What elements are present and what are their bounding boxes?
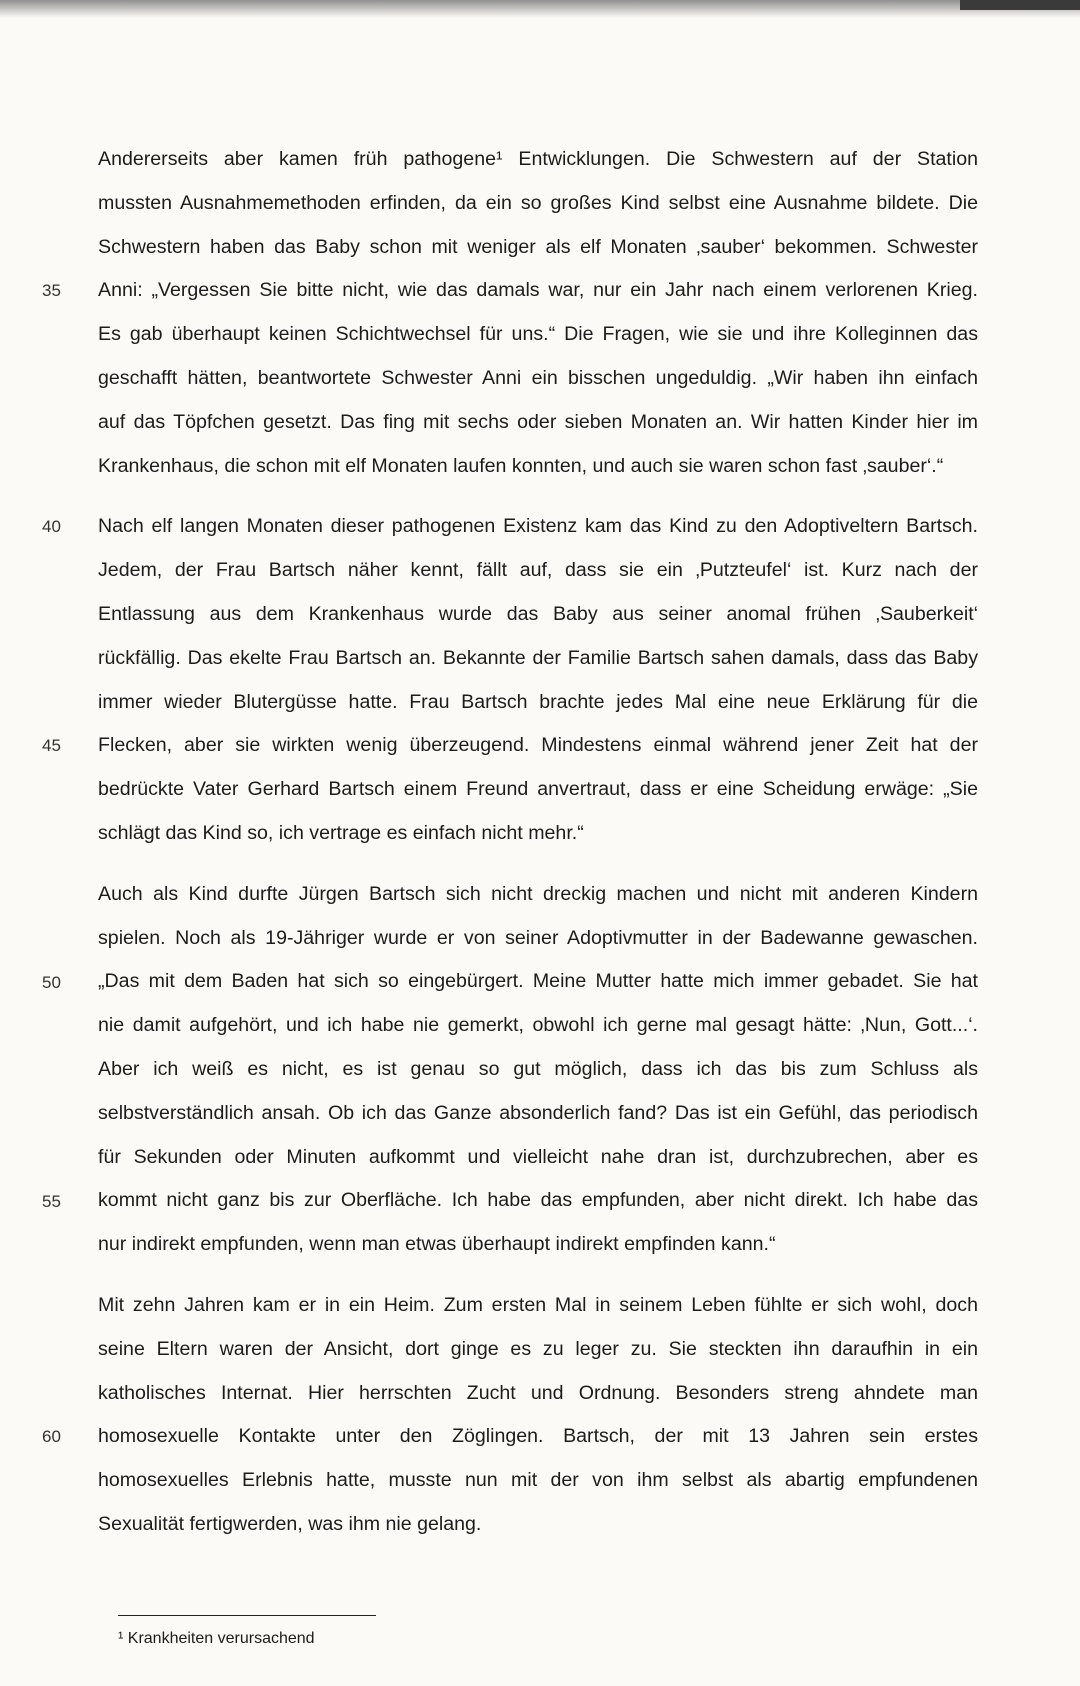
- line-number-50: 50: [42, 972, 61, 992]
- text-line: für Sekunden oder Minuten aufkommt und vielleicht nahe dran ist, durchzubrechen, aber es: [98, 1145, 978, 1168]
- text-line: Schwestern haben das Baby schon mit weniger als elf Monaten ‚sauber‘ bekommen. Schwester: [98, 235, 978, 258]
- text-line: Andererseits aber kamen früh pathogene¹ Entwicklungen. Die Schwestern auf der Station: [98, 148, 978, 170]
- text-line: Anni: „Vergessen Sie bitte nicht, wie das damals war, nur ein Jahr nach einem verlorenen Krieg.: [98, 279, 978, 302]
- text-line: auf das Töpfchen gesetzt. Das fing mit sechs oder sieben Monaten an. Wir hatten Kinder hier im: [98, 410, 978, 433]
- page-corner-shadow: [960, 0, 1080, 10]
- text-line: katholisches Internat. Hier herrschten Zucht und Ordnung. Besonders streng ahndete man: [98, 1381, 978, 1404]
- text-line: Flecken, aber sie wirkten wenig überzeugend. Mindestens einmal während jener Zeit hat der: [98, 734, 978, 757]
- text-line: homosexuelles Erlebnis hatte, musste nun mit der von ihm selbst als abartig empfundenen: [98, 1469, 978, 1492]
- text-line: homosexuelle Kontakte unter den Zöglingen. Bartsch, der mit 13 Jahren sein erstes: [98, 1425, 978, 1448]
- footnote: ¹ Krankheiten verursachend: [118, 1630, 315, 1647]
- text-line: Sexualität fertigwerden, was ihm nie gelang.: [98, 1512, 482, 1535]
- document-body: [42, 138, 978, 1564]
- line-number-40: 40: [42, 517, 61, 537]
- line-number-45: 45: [42, 736, 61, 756]
- paragraph-3: [42, 873, 978, 1267]
- line-number-60: 60: [42, 1426, 61, 1446]
- text-line: rückfällig. Das ekelte Frau Bartsch an. Bekannte der Familie Bartsch sahen damals, dass das Baby: [98, 646, 978, 669]
- text-line: Mit zehn Jahren kam er in ein Heim. Zum ersten Mal in seinem Leben fühlte er sich wohl, doch: [98, 1293, 978, 1316]
- text-line: mussten Ausnahmemethoden erfinden, da ein so großes Kind selbst eine Ausnahme bildete. Die: [98, 191, 978, 214]
- text-line: schlägt das Kind so, ich vertrage es einfach nicht mehr.“: [98, 821, 584, 844]
- text-line: seine Eltern waren der Ansicht, dort ginge es zu leger zu. Sie steckten ihn daraufhin in ein: [98, 1337, 978, 1360]
- text-line: bedrückte Vater Gerhard Bartsch einem Freund anvertraut, dass er eine Scheidung erwäge: „Sie: [98, 778, 978, 801]
- text-line: geschafft hätten, beantwortete Schwester Anni ein bisschen ungeduldig. „Wir haben ihn einfach: [98, 366, 978, 389]
- line-number-35: 35: [42, 281, 61, 300]
- footnote-divider: [118, 1615, 376, 1616]
- page-top-shadow: [0, 0, 1080, 18]
- text-line: immer wieder Blutergüsse hatte. Frau Bartsch brachte jedes Mal eine neue Erklärung für die: [98, 690, 978, 713]
- text-line: Auch als Kind durfte Jürgen Bartsch sich nicht dreckig machen und nicht mit anderen Kindern: [98, 882, 978, 905]
- text-line: nie damit aufgehört, und ich habe nie gemerkt, obwohl ich gerne mal gesagt hätte: ‚Nun, Gott...‘.: [98, 1014, 978, 1037]
- paragraph-4: [42, 1284, 978, 1547]
- text-line: „Das mit dem Baden hat sich so eingebürgert. Meine Mutter hatte mich immer gebadet. Sie hat: [98, 970, 978, 993]
- line-number-55: 55: [42, 1191, 61, 1211]
- text-line: Krankenhaus, die schon mit elf Monaten laufen konnten, und auch sie waren schon fast ‚sauber‘.“: [98, 454, 944, 477]
- text-line: nur indirekt empfunden, wenn man etwas überhaupt indirekt empfinden kann.“: [98, 1233, 776, 1256]
- paragraph-1: [42, 138, 978, 488]
- text-line: Es gab überhaupt keinen Schichtwechsel für uns.“ Die Fragen, wie sie und ihre Kolleginnen das: [98, 323, 978, 346]
- text-line: selbstverständlich ansah. Ob ich das Ganze absonderlich fand? Das ist ein Gefühl, das periodisch: [98, 1101, 978, 1124]
- text-line: spielen. Noch als 19-Jähriger wurde er von seiner Adoptivmutter in der Badewanne gewaschen.: [98, 926, 978, 949]
- paragraph-2: [42, 505, 978, 855]
- text-line: Nach elf langen Monaten dieser pathogenen Existenz kam das Kind zu den Adoptiveltern Bartsch.: [98, 515, 978, 538]
- text-line: Entlassung aus dem Krankenhaus wurde das Baby aus seiner anomal frühen ‚Sauberkeit‘: [98, 602, 978, 625]
- text-line: kommt nicht ganz bis zur Oberfläche. Ich habe das empfunden, aber nicht direkt. Ich habe das: [98, 1189, 978, 1212]
- text-line: Jedem, der Frau Bartsch näher kennt, fällt auf, dass sie ein ‚Putzteufel‘ ist. Kurz nach der: [98, 559, 978, 582]
- text-line: Aber ich weiß es nicht, es ist genau so gut möglich, dass ich das bis zum Schluss als: [98, 1057, 978, 1080]
